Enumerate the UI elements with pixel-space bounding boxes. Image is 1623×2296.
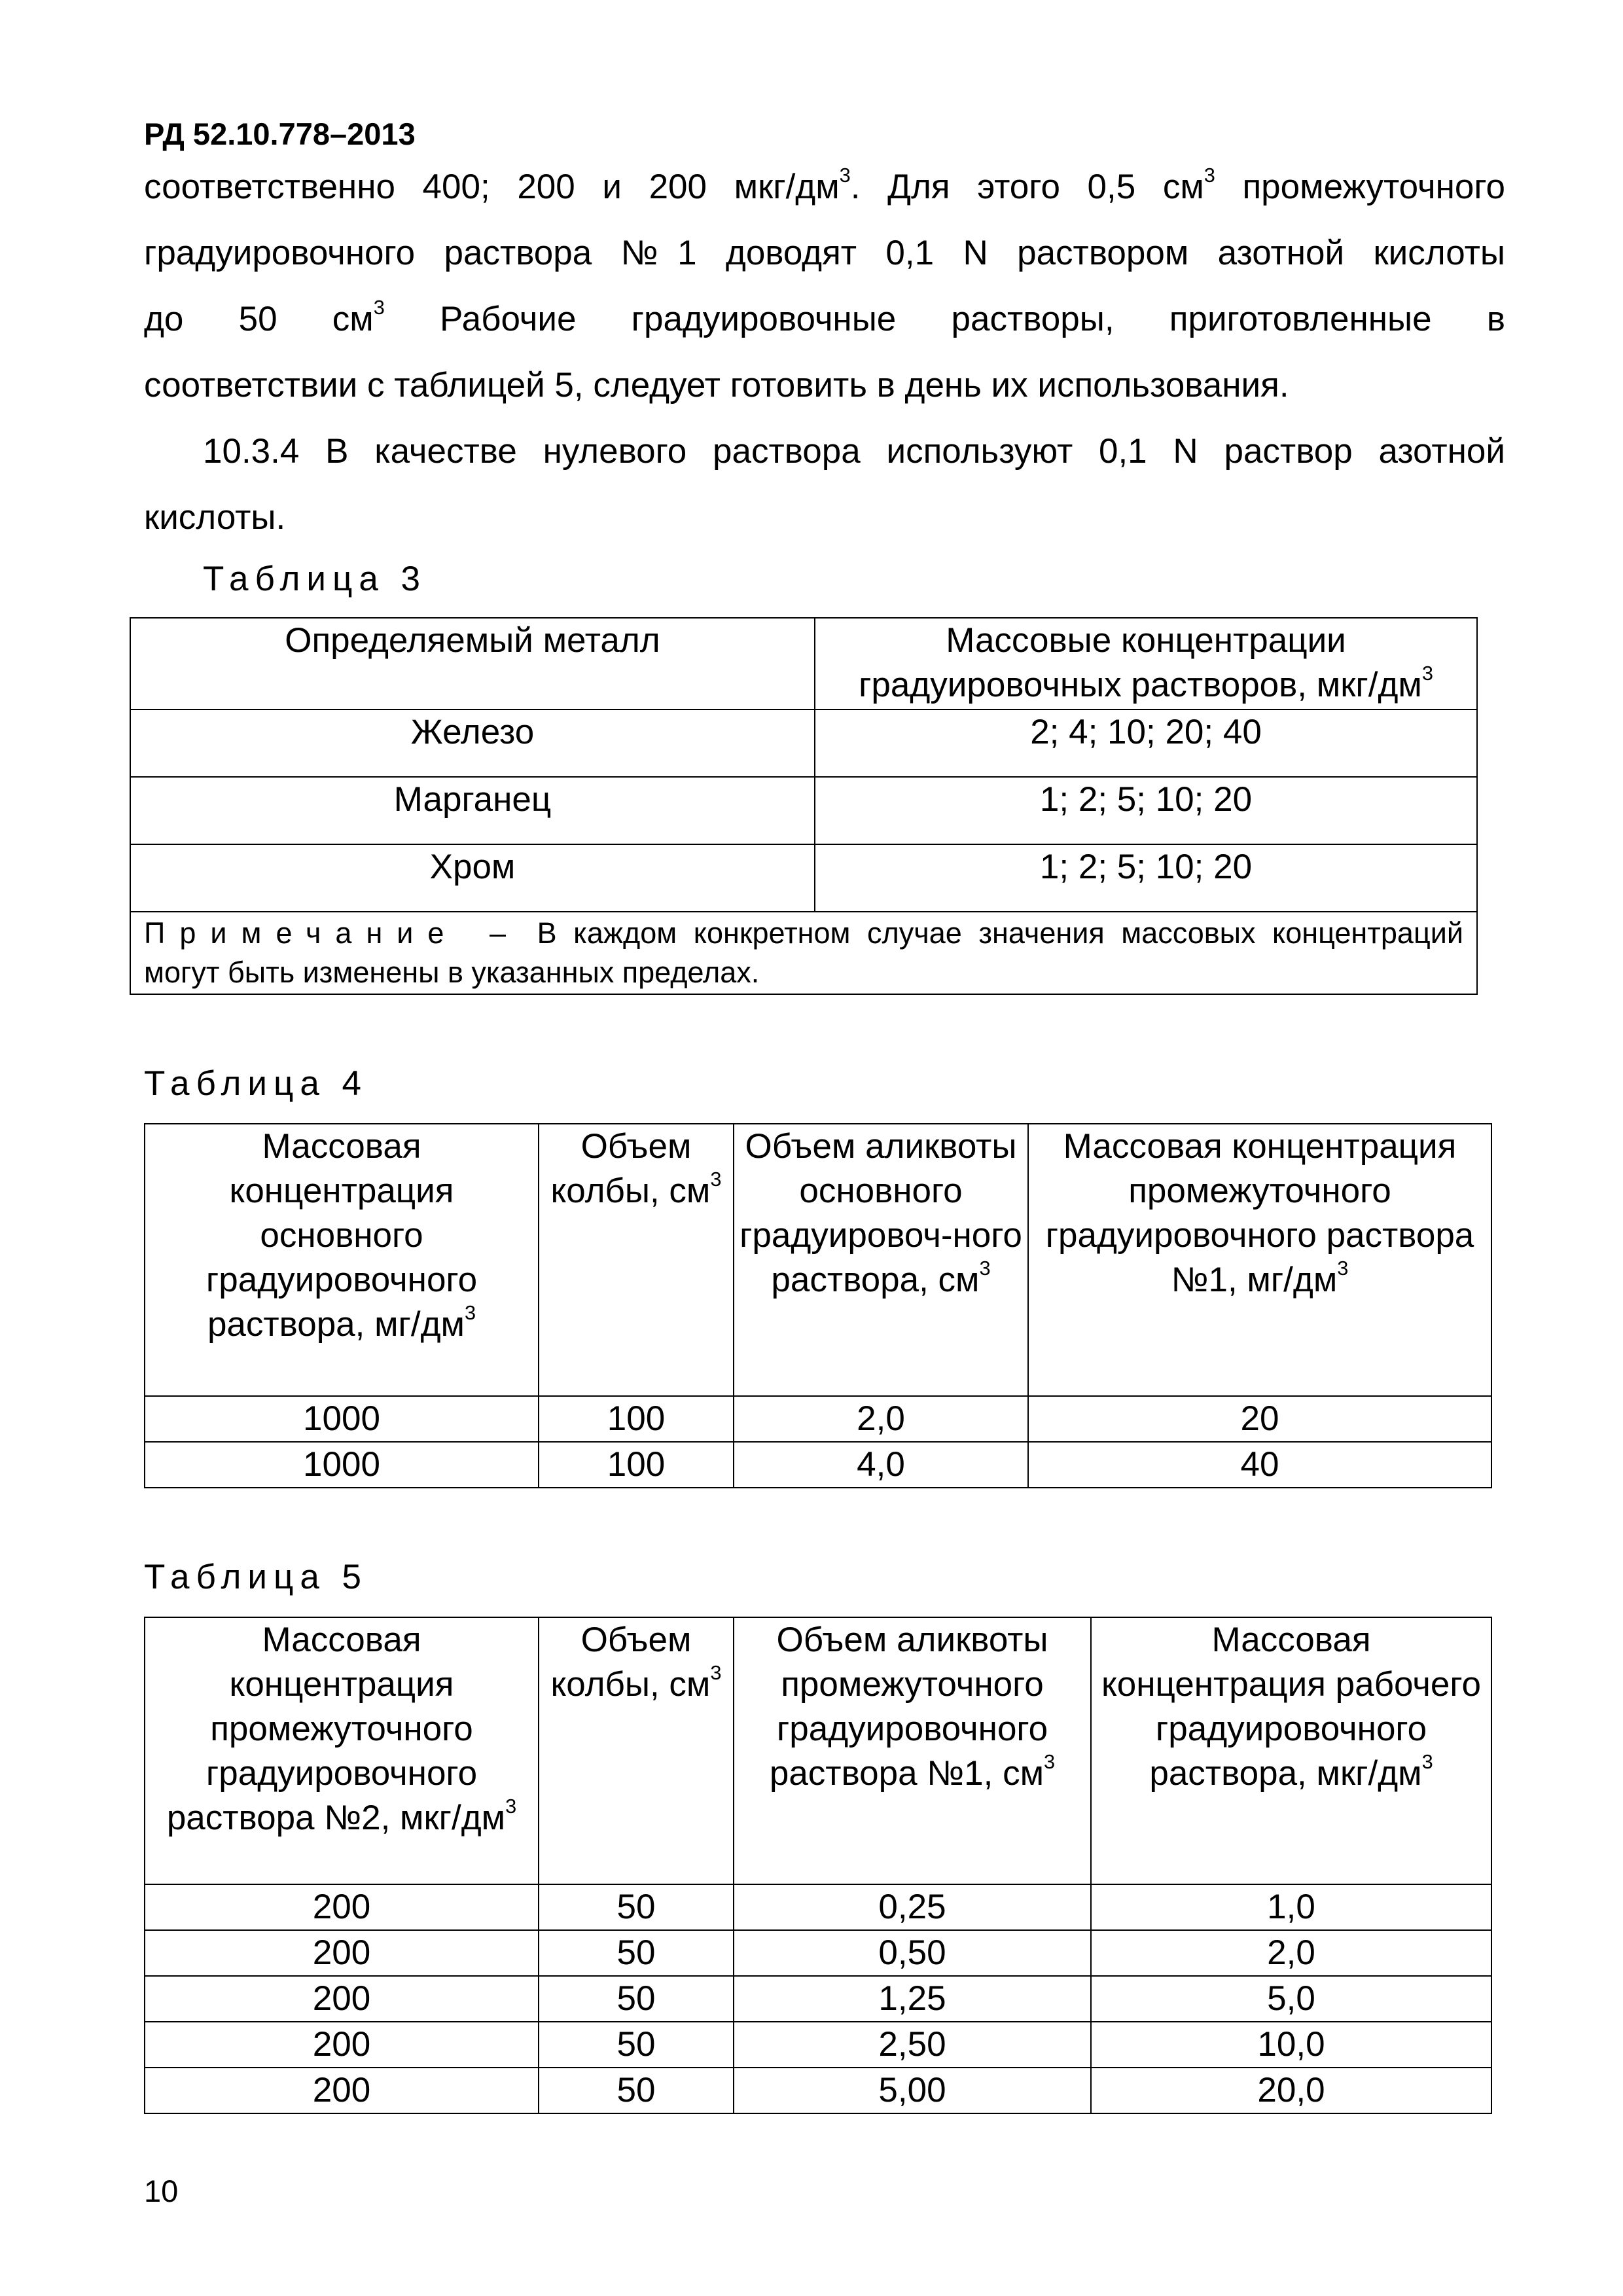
table5-header-2: Объем колбы, $см^3$ [539, 1617, 734, 1884]
document-page [144, 115, 1505, 2114]
table5-header-4: Массовая концентрация рабочего градуировочного раствора, мкг/$дм^3$ [1091, 1617, 1491, 1884]
table3-cell-metal: Марганец [130, 777, 815, 844]
table4-header-3: Объем аликвоты основного градуировоч-ного раствора, $см^3$ [734, 1124, 1028, 1396]
table-row [130, 709, 1477, 777]
table3-cell-conc: 1; 2; 5; 10; 20 [815, 777, 1477, 844]
table-row [130, 844, 1477, 912]
table4 [144, 1123, 1492, 1488]
table5-header-1: Массовая концентрация промежуточного градуировочного раствора №2, мкг/$дм^3$ [145, 1617, 539, 1884]
table3-cell-conc: 2; 4; 10; 20; 40 [815, 709, 1477, 777]
table3-note: Примечание – В каждом конкретном случае значения массовых концентраций могут быть изменены в указанных пределах. [130, 912, 1477, 994]
table4-header-2: Объем колбы, $см^3$ [539, 1124, 734, 1396]
table-row: 1000 100 4,0 40 [145, 1442, 1491, 1488]
table4-header-1: Массовая концентрация основного градуировочного раствора, $мг/дм^3$ [145, 1124, 539, 1396]
table3-header-concentration: Массовые концентрации градуировочных растворов, мкг/$дм^3$ [815, 618, 1477, 709]
table3-cell-metal: Хром [130, 844, 815, 912]
table4-header-4: Массовая концентрация промежуточного градуировочного раствора №1, $мг/дм^3$ [1028, 1124, 1491, 1396]
table3 [130, 617, 1478, 995]
paragraph-line: градуировочного раствора №1 доводят 0,1 N раствором азотной кислоты [144, 234, 1505, 272]
table-row: 200 50 1,25 5,0 [145, 1976, 1491, 2022]
table-row: 1000 100 2,0 20 [145, 1396, 1491, 1442]
table-row: 200 50 0,50 2,0 [145, 1930, 1491, 1976]
paragraph-line: соответственно 400; 200 и 200 мкг/$дм^3$. Для этого 0,5 $см^3$ промежуточного [144, 164, 1505, 206]
document-code: РД 52.10.778–2013 [144, 117, 416, 151]
table-row: 200 50 0,25 1,0 [145, 1884, 1491, 1930]
table5-caption: Таблица 5 [144, 1558, 368, 1596]
table5 [144, 1617, 1492, 2114]
paragraph-line: до 50 $см^3$ Рабочие градуировочные растворы, приготовленные в [144, 296, 1505, 338]
table3-cell-metal: Железо [130, 709, 815, 777]
table3-header-metal: Определяемый металл [130, 618, 815, 709]
paragraph-line: соответствии с таблицей 5, следует готовить в день их использования. [144, 366, 1289, 404]
table-row [130, 777, 1477, 844]
table5-header-3: Объем аликвоты промежуточного градуировочного раствора №1, $см^3$ [734, 1617, 1091, 1884]
table4-caption: Таблица 4 [144, 1064, 368, 1103]
table3-caption: Таблица 3 [203, 560, 427, 598]
paragraph-10-3-4: 10.3.4 В качестве нулевого раствора используют 0,1 N раствор азотной кислоты. [144, 432, 1505, 537]
table-row: 200 50 2,50 10,0 [145, 2022, 1491, 2068]
table-row: 200 50 5,00 20,0 [145, 2068, 1491, 2113]
page-number: 10 [144, 2174, 179, 2208]
table3-cell-conc: 1; 2; 5; 10; 20 [815, 844, 1477, 912]
